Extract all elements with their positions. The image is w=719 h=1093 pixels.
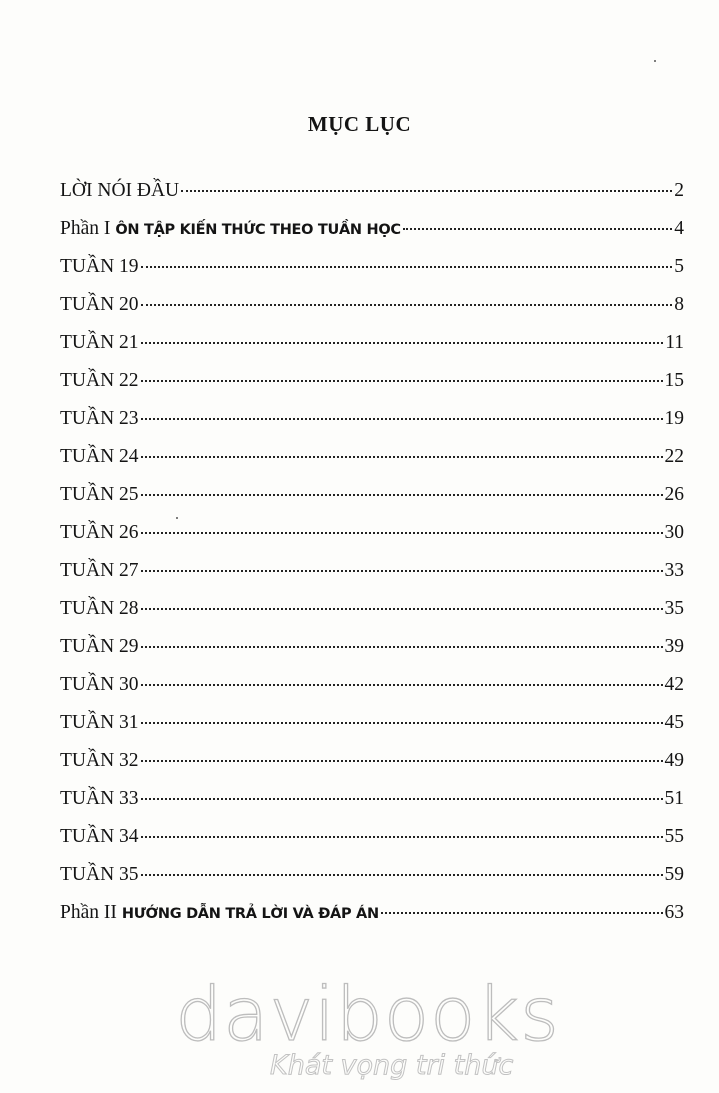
toc-page-number: 59 <box>664 864 684 885</box>
dot-leader <box>141 836 663 838</box>
dot-leader <box>141 722 663 724</box>
toc-entry <box>60 674 684 712</box>
dot-leader <box>141 798 663 800</box>
toc-page-number: 15 <box>664 370 684 391</box>
toc-entry <box>60 864 684 902</box>
toc-entry-label: TUẦN 23 <box>60 408 139 429</box>
dot-leader <box>403 228 673 230</box>
toc-entry <box>60 446 684 484</box>
toc-entry <box>60 788 684 826</box>
dot-leader <box>141 608 663 610</box>
toc-entry <box>60 598 684 636</box>
toc-entry <box>60 484 684 522</box>
toc-entry-label: LỜI NÓI ĐẦU <box>60 180 180 201</box>
toc-entry <box>60 522 684 560</box>
toc-page-number: 33 <box>664 560 684 581</box>
page-title: MỤC LỤC <box>307 112 412 136</box>
toc-entry-label: TUẦN 22 <box>60 370 139 391</box>
dot-leader <box>141 874 663 876</box>
toc-entry-label: TUẦN 25 <box>60 484 139 505</box>
toc-entry-label: TUẦN 29 <box>60 636 139 657</box>
print-speck <box>654 60 656 62</box>
toc-entry-label: TUẦN 31 <box>60 712 139 733</box>
dot-leader <box>141 646 663 648</box>
toc-entry-label: TUẦN 35 <box>60 864 139 885</box>
toc-entry <box>60 902 684 940</box>
dot-leader <box>141 304 673 306</box>
watermark-slogan: Khát vọng tri thức <box>270 1050 514 1081</box>
toc-entry-label: TUẦN 19 <box>60 256 139 277</box>
dot-leader <box>141 380 663 382</box>
dot-leader <box>141 684 663 686</box>
toc-page-number: 22 <box>664 446 684 467</box>
toc-entry <box>60 636 684 674</box>
toc-page-number: 8 <box>674 294 684 315</box>
toc-entry-label: TUẦN 20 <box>60 294 139 315</box>
toc-part-prefix: Phần I <box>60 218 111 239</box>
toc-entry <box>60 826 684 864</box>
toc-page-number: 26 <box>664 484 684 505</box>
toc-part-title: ÔN TẬP KIẾN THỨC THEO TUẦN HỌC <box>115 222 401 238</box>
toc-part-title: HƯỚNG DẪN TRẢ LỜI VÀ ĐÁP ÁN <box>121 906 379 922</box>
toc-entry <box>60 180 684 218</box>
toc-page-number: 19 <box>664 408 684 429</box>
toc-entry <box>60 370 684 408</box>
toc-page-number: 49 <box>664 750 684 771</box>
toc-page-number: 45 <box>664 712 684 733</box>
toc-page-number: 51 <box>664 788 684 809</box>
dot-leader <box>141 494 663 496</box>
toc-entry-label: TUẦN 34 <box>60 826 139 847</box>
toc-entry <box>60 256 684 294</box>
toc-entry <box>60 332 684 370</box>
toc-page-number: 11 <box>665 332 684 353</box>
toc-page-number: 55 <box>664 826 684 847</box>
dot-leader <box>141 266 673 268</box>
toc-entry-label: TUẦN 21 <box>60 332 139 353</box>
toc-entry-label: TUẦN 24 <box>60 446 139 467</box>
dot-leader <box>141 418 663 420</box>
dot-leader <box>141 532 663 534</box>
toc-page-number: 63 <box>664 902 684 923</box>
table-of-contents <box>60 180 684 940</box>
toc-entry <box>60 408 684 446</box>
dot-leader <box>181 190 672 192</box>
toc-entry-label: TUẦN 30 <box>60 674 139 695</box>
toc-entry-label: TUẦN 26 <box>60 522 139 543</box>
toc-page-number: 30 <box>664 522 684 543</box>
toc-entry-label: TUẦN 33 <box>60 788 139 809</box>
toc-page-number: 42 <box>664 674 684 695</box>
toc-entry <box>60 294 684 332</box>
toc-entry-label: TUẦN 32 <box>60 750 139 771</box>
toc-page-number: 5 <box>674 256 684 277</box>
toc-page-number: 35 <box>664 598 684 619</box>
dot-leader <box>141 342 664 344</box>
toc-entry-label: TUẦN 28 <box>60 598 139 619</box>
toc-entry <box>60 750 684 788</box>
print-speck <box>176 517 178 519</box>
toc-entry-label: TUẦN 27 <box>60 560 139 581</box>
toc-entry <box>60 218 684 256</box>
toc-page-number: 2 <box>674 180 684 201</box>
toc-part-prefix: Phần II <box>60 902 117 923</box>
dot-leader <box>141 760 663 762</box>
toc-entry <box>60 560 684 598</box>
toc-entry <box>60 712 684 750</box>
dot-leader <box>381 912 663 914</box>
toc-page-number: 39 <box>664 636 684 657</box>
dot-leader <box>141 570 663 572</box>
watermark-brand: davibooks <box>175 972 560 1058</box>
dot-leader <box>141 456 663 458</box>
toc-page-number: 4 <box>674 218 684 239</box>
